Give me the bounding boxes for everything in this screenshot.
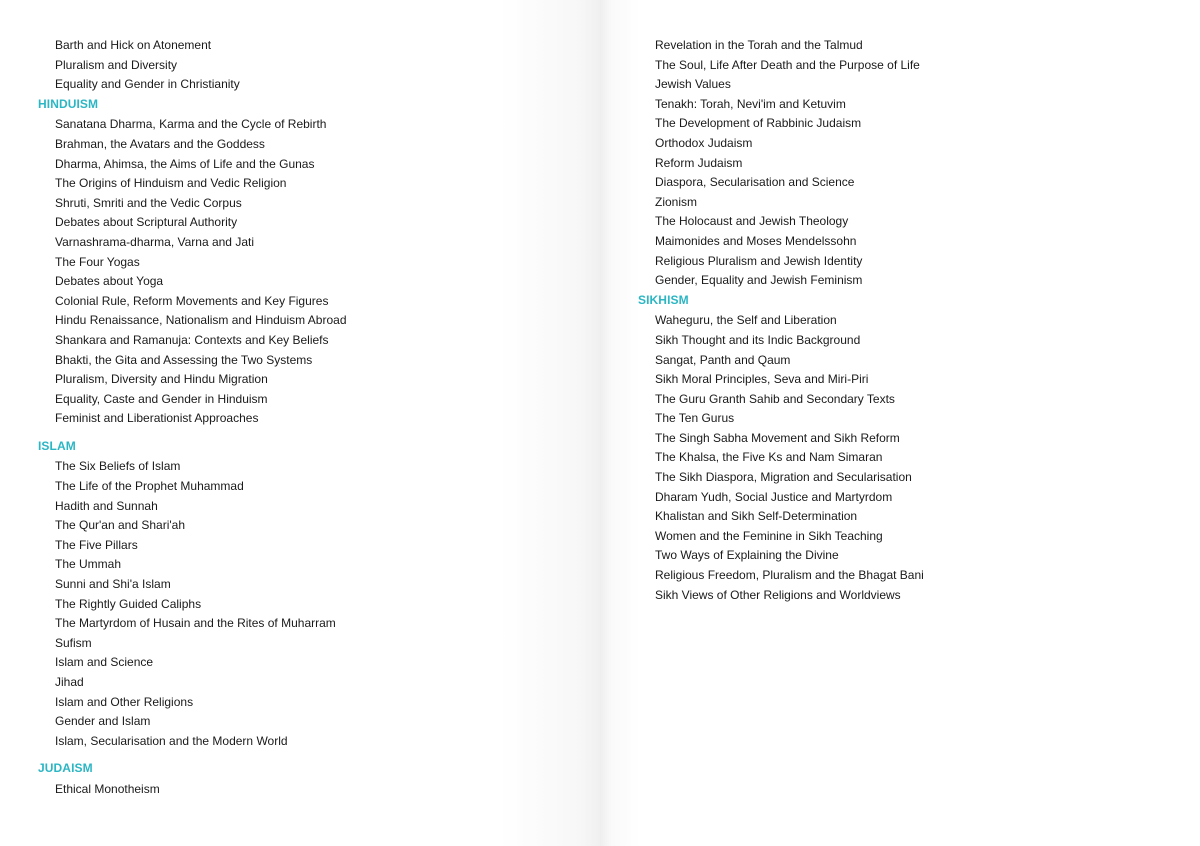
toc-entry: Gender and Islam xyxy=(55,714,151,729)
toc-section xyxy=(638,291,1200,606)
toc-entry: The Guru Granth Sahib and Secondary Texts xyxy=(655,391,895,406)
toc-entry: Bhakti, the Gita and Assessing the Two Systems xyxy=(55,352,313,367)
toc-entry: The Ten Gurus xyxy=(655,411,735,426)
toc-entry: Jihad xyxy=(55,675,84,689)
toc-entry: The Khalsa, the Five Ks and Nam Simaran xyxy=(655,450,883,465)
section-heading: ISLAM xyxy=(38,438,76,453)
toc-entry: The Soul, Life After Death and the Purpose of Life xyxy=(655,57,920,72)
toc-entry: The Four Yogas xyxy=(55,254,140,269)
toc-entry: Hindu Renaissance, Nationalism and Hinduism Abroad xyxy=(55,313,347,328)
right-page xyxy=(600,0,1200,846)
toc-entry: The Qur'an and Shari'ah xyxy=(55,518,185,533)
toc-entry: Khalistan and Sikh Self-Determination xyxy=(655,509,858,524)
toc-entry: Shankara and Ramanuja: Contexts and Key Beliefs xyxy=(55,332,329,347)
toc-entry: Shruti, Smriti and the Vedic Corpus xyxy=(55,195,242,210)
toc-entry: Debates about Yoga xyxy=(55,274,164,289)
toc-entry: Sikh Moral Principles, Seva and Miri-Piri xyxy=(655,372,869,387)
toc-entry: The Six Beliefs of Islam xyxy=(55,459,181,474)
section-heading: JUDAISM xyxy=(38,761,93,776)
toc-entry: Religious Pluralism and Jewish Identity xyxy=(655,253,863,268)
toc-entry: The Rightly Guided Caliphs xyxy=(55,596,202,611)
toc-entry: Two Ways of Explaining the Divine xyxy=(655,548,839,563)
toc-entry: Sangat, Panth and Qaum xyxy=(655,352,791,367)
toc-entry: Islam and Other Religions xyxy=(55,694,194,709)
toc-entry: Religious Freedom, Pluralism and the Bhagat Bani xyxy=(655,568,924,583)
toc-entry: Orthodox Judaism xyxy=(655,135,753,150)
toc-entry: The Singh Sabha Movement and Sikh Reform xyxy=(655,430,900,445)
toc-entry: Sufism xyxy=(55,635,92,650)
toc-entry: Equality and Gender in Christianity xyxy=(55,77,240,92)
left-sections xyxy=(38,95,600,800)
toc-section xyxy=(38,759,600,799)
toc-entry: Pluralism and Diversity xyxy=(55,57,178,72)
toc-entry: Maimonides and Moses Mendelssohn xyxy=(655,233,857,248)
section-heading: SIKHISM xyxy=(638,292,689,307)
toc-entry: The Origins of Hinduism and Vedic Religion xyxy=(55,176,287,191)
toc-entry: Feminist and Liberationist Approaches xyxy=(55,411,259,426)
right-sections xyxy=(638,291,1200,606)
toc-entry: The Sikh Diaspora, Migration and Secularisation xyxy=(655,470,912,485)
toc-entry: Gender, Equality and Jewish Feminism xyxy=(655,273,863,288)
left-leading-entries xyxy=(38,36,600,95)
toc-entry: Hadith and Sunnah xyxy=(55,498,158,513)
toc-entry: Diaspora, Secularisation and Science xyxy=(655,175,855,190)
toc-entry: Equality, Caste and Gender in Hinduism xyxy=(55,391,268,406)
section-heading: HINDUISM xyxy=(38,96,99,111)
right-leading-entries xyxy=(638,36,1200,291)
toc-entry: Zionism xyxy=(655,194,698,209)
toc-section xyxy=(38,95,600,429)
toc-entry: Brahman, the Avatars and the Goddess xyxy=(55,136,265,151)
toc-entry: The Five Pillars xyxy=(55,537,138,552)
toc-entry: Ethical Monotheism xyxy=(55,781,160,796)
toc-entry: The Life of the Prophet Muhammad xyxy=(55,479,244,494)
toc-entry: Reform Judaism xyxy=(655,155,743,170)
toc-entry: Debates about Scriptural Authority xyxy=(55,215,238,230)
toc-entry: Revelation in the Torah and the Talmud xyxy=(655,38,863,52)
toc-entry: The Martyrdom of Husain and the Rites of Muharram xyxy=(55,616,336,631)
toc-entry: Dharma, Ahimsa, the Aims of Life and the Gunas xyxy=(55,156,315,171)
toc-entry: Women and the Feminine in Sikh Teaching xyxy=(655,528,883,543)
toc-entry: Tenakh: Torah, Nevi'im and Ketuvim xyxy=(655,96,846,111)
toc-entry: Sikh Thought and its Indic Background xyxy=(655,332,861,347)
toc-section xyxy=(38,437,600,752)
toc-entry: Sikh Views of Other Religions and Worldviews xyxy=(655,587,901,602)
toc-entry: Pluralism, Diversity and Hindu Migration xyxy=(55,372,268,387)
toc-entry: The Development of Rabbinic Judaism xyxy=(655,116,862,131)
toc-entry: Barth and Hick on Atonement xyxy=(55,38,212,52)
toc-entry: Sunni and Shi'a Islam xyxy=(55,577,171,592)
toc-entry: Waheguru, the Self and Liberation xyxy=(655,313,837,328)
toc-entry: Sanatana Dharma, Karma and the Cycle of Rebirth xyxy=(55,117,327,132)
toc-entry: The Holocaust and Jewish Theology xyxy=(655,214,849,229)
toc-entry: Jewish Values xyxy=(655,77,731,92)
toc-entry: Islam and Science xyxy=(55,655,154,670)
toc-entry: Varnashrama-dharma, Varna and Jati xyxy=(55,234,254,249)
toc-entry: Colonial Rule, Reform Movements and Key Figures xyxy=(55,293,329,308)
toc-entry: The Ummah xyxy=(55,557,122,572)
toc-entry: Islam, Secularisation and the Modern World xyxy=(55,733,288,748)
toc-entry: Dharam Yudh, Social Justice and Martyrdom xyxy=(655,489,893,504)
